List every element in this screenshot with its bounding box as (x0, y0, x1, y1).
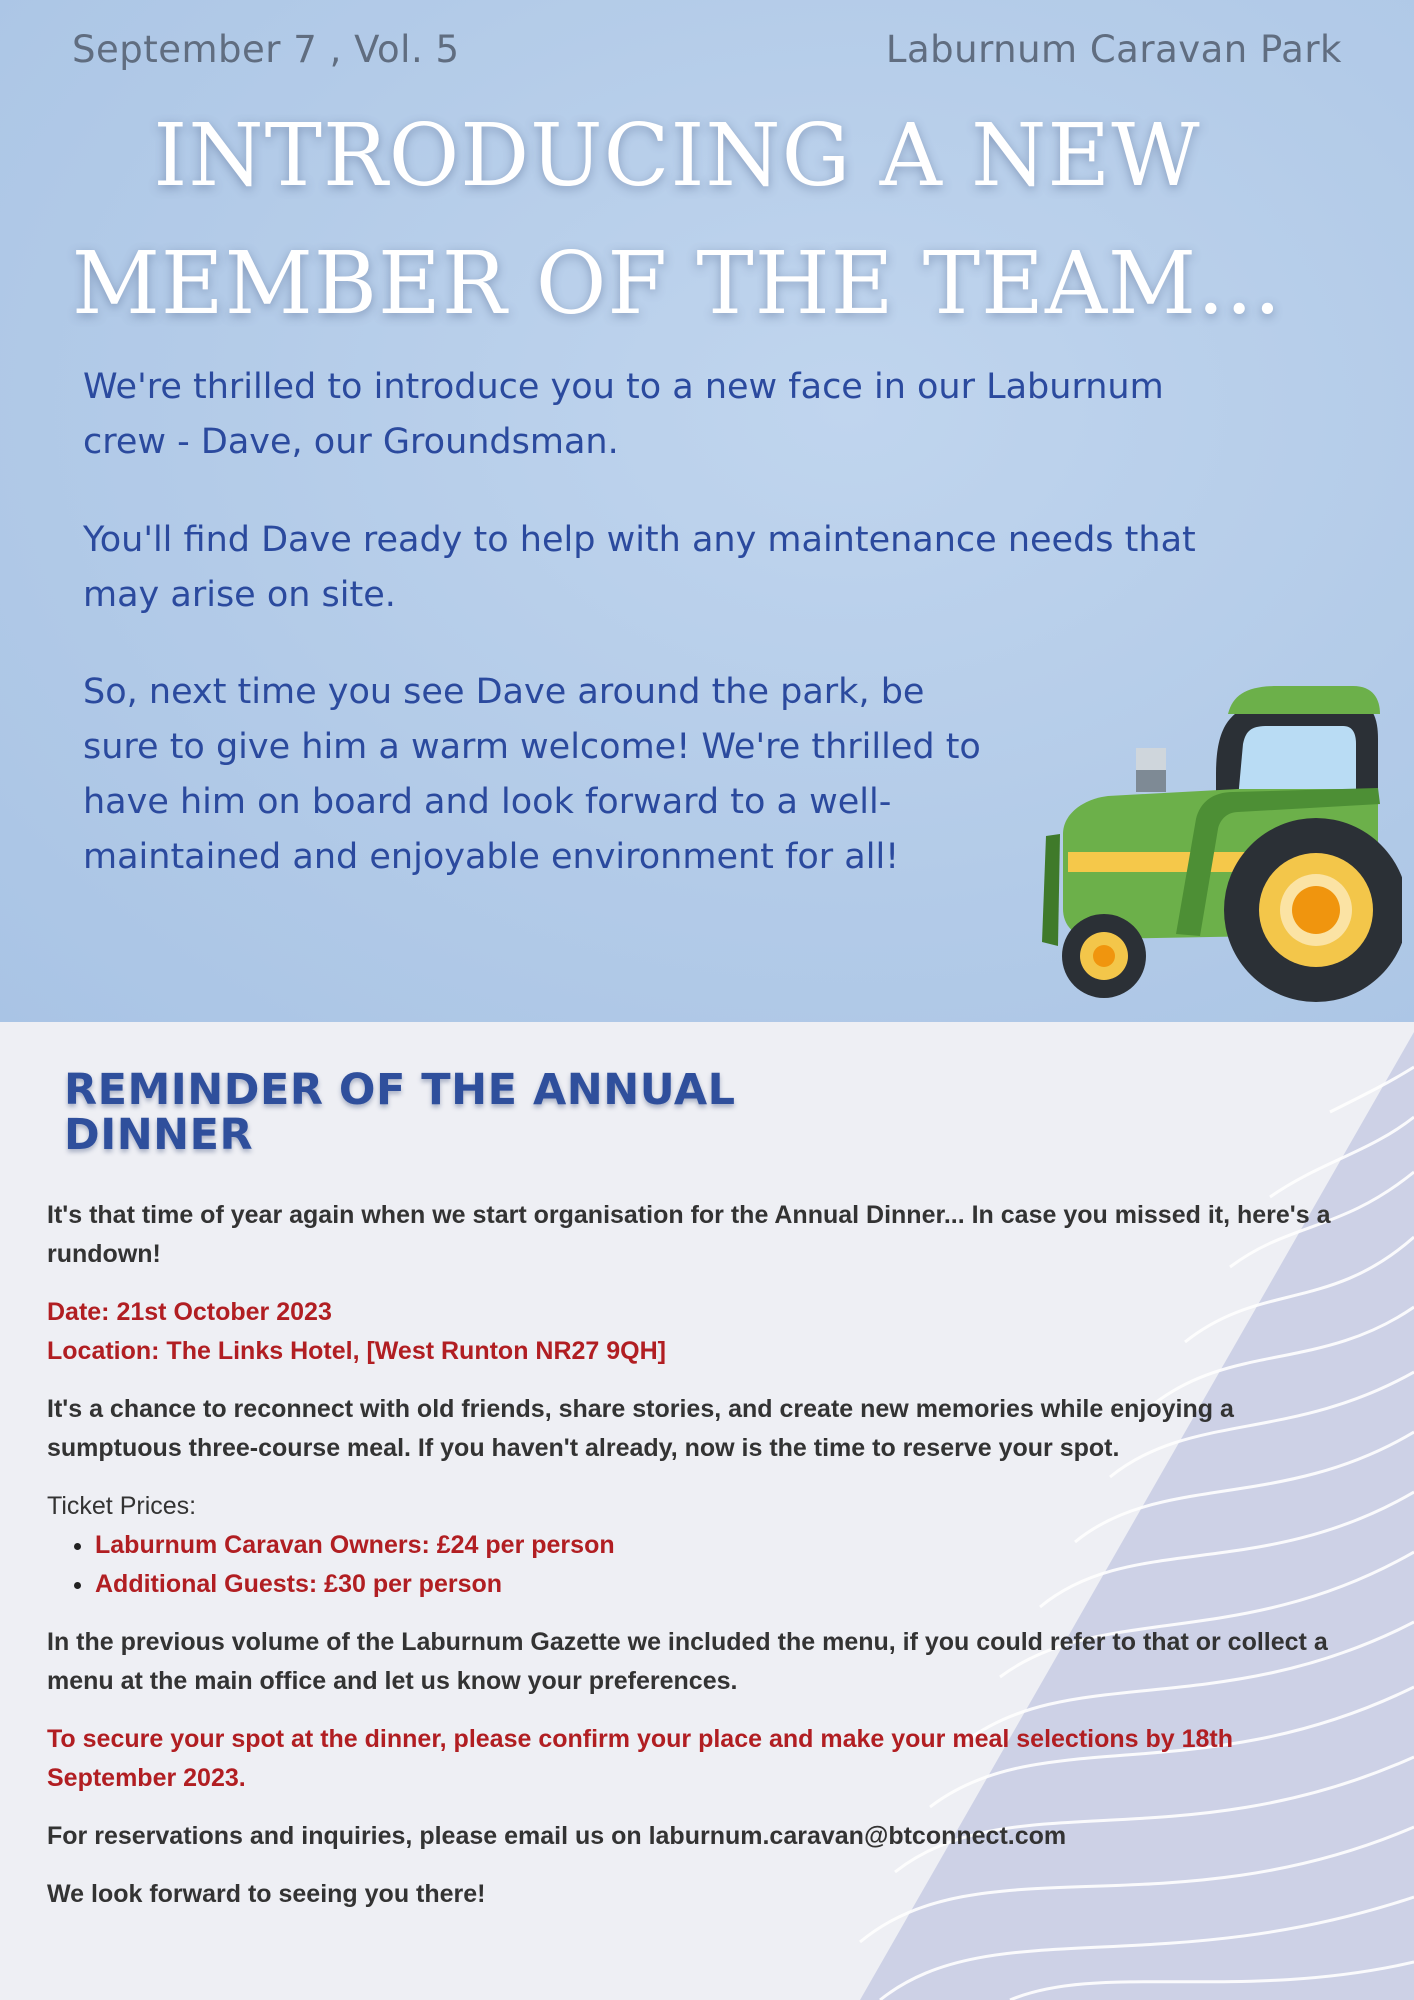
ticket-prices-label: Ticket Prices: (47, 1492, 197, 1520)
page-title-line-1: INTRODUCING A NEW (153, 106, 1201, 206)
tractor-icon (1028, 684, 1402, 1002)
dinner-paragraph-1: It's that time of year again when we start organisation for the Annual Dinner... In case you missed it, here's a rundown! (47, 1201, 1331, 1268)
booking-deadline: To secure your spot at the dinner, please confirm your place and make your meal selections by 18th September 2023. (47, 1725, 1234, 1792)
ticket-price-list (47, 1526, 1357, 1604)
event-location: Location: The Links Hotel, [West Runton NR27 9QH] (47, 1337, 667, 1365)
park-name: Laburnum Caravan Park (885, 28, 1342, 71)
page-title-line-2: MEMBER OF THE TEAM... (71, 234, 1283, 334)
event-date: Date: 21st October 2023 (47, 1298, 332, 1326)
event-details (47, 1293, 1357, 1371)
dinner-section (0, 1022, 1414, 2000)
intro-paragraph-3: So, next time you see Dave around the park, be sure to give him a warm welcome! We're thrilled to have him on board and look forward to a well-maintained and enjoyable environment for all! (83, 672, 981, 877)
closing-line: We look forward to seeing you there! (47, 1880, 486, 1908)
ticket-price-item: • Laburnum Caravan Owners: £24 per person (95, 1526, 1357, 1565)
ticket-price-item: • Additional Guests: £30 per person (95, 1565, 1357, 1604)
contact-info: For reservations and inquiries, please email us on laburnum.caravan@btconnect.com (47, 1822, 1067, 1850)
intro-paragraph-1: We're thrilled to introduce you to a new face in our Laburnum crew - Dave, our Groundsman. (83, 367, 1164, 462)
dinner-paragraph-2: It's a chance to reconnect with old friends, share stories, and create new memories while enjoying a sumptuous three-course meal. If you haven't already, now is the time to reserve your spot. (47, 1395, 1234, 1462)
page-title (0, 92, 1354, 348)
dinner-paragraph-3: In the previous volume of the Laburnum Gazette we included the menu, if you could refer to that or collect a menu at the main office and let us know your preferences. (47, 1628, 1328, 1695)
dinner-content (47, 1196, 1357, 1933)
dinner-heading: REMINDER OF THE ANNUAL DINNER (64, 1065, 736, 1160)
intro-paragraph-2: You'll find Dave ready to help with any maintenance needs that may arise on site. (83, 520, 1196, 615)
date-volume: September 7 , Vol. 5 (72, 28, 460, 71)
